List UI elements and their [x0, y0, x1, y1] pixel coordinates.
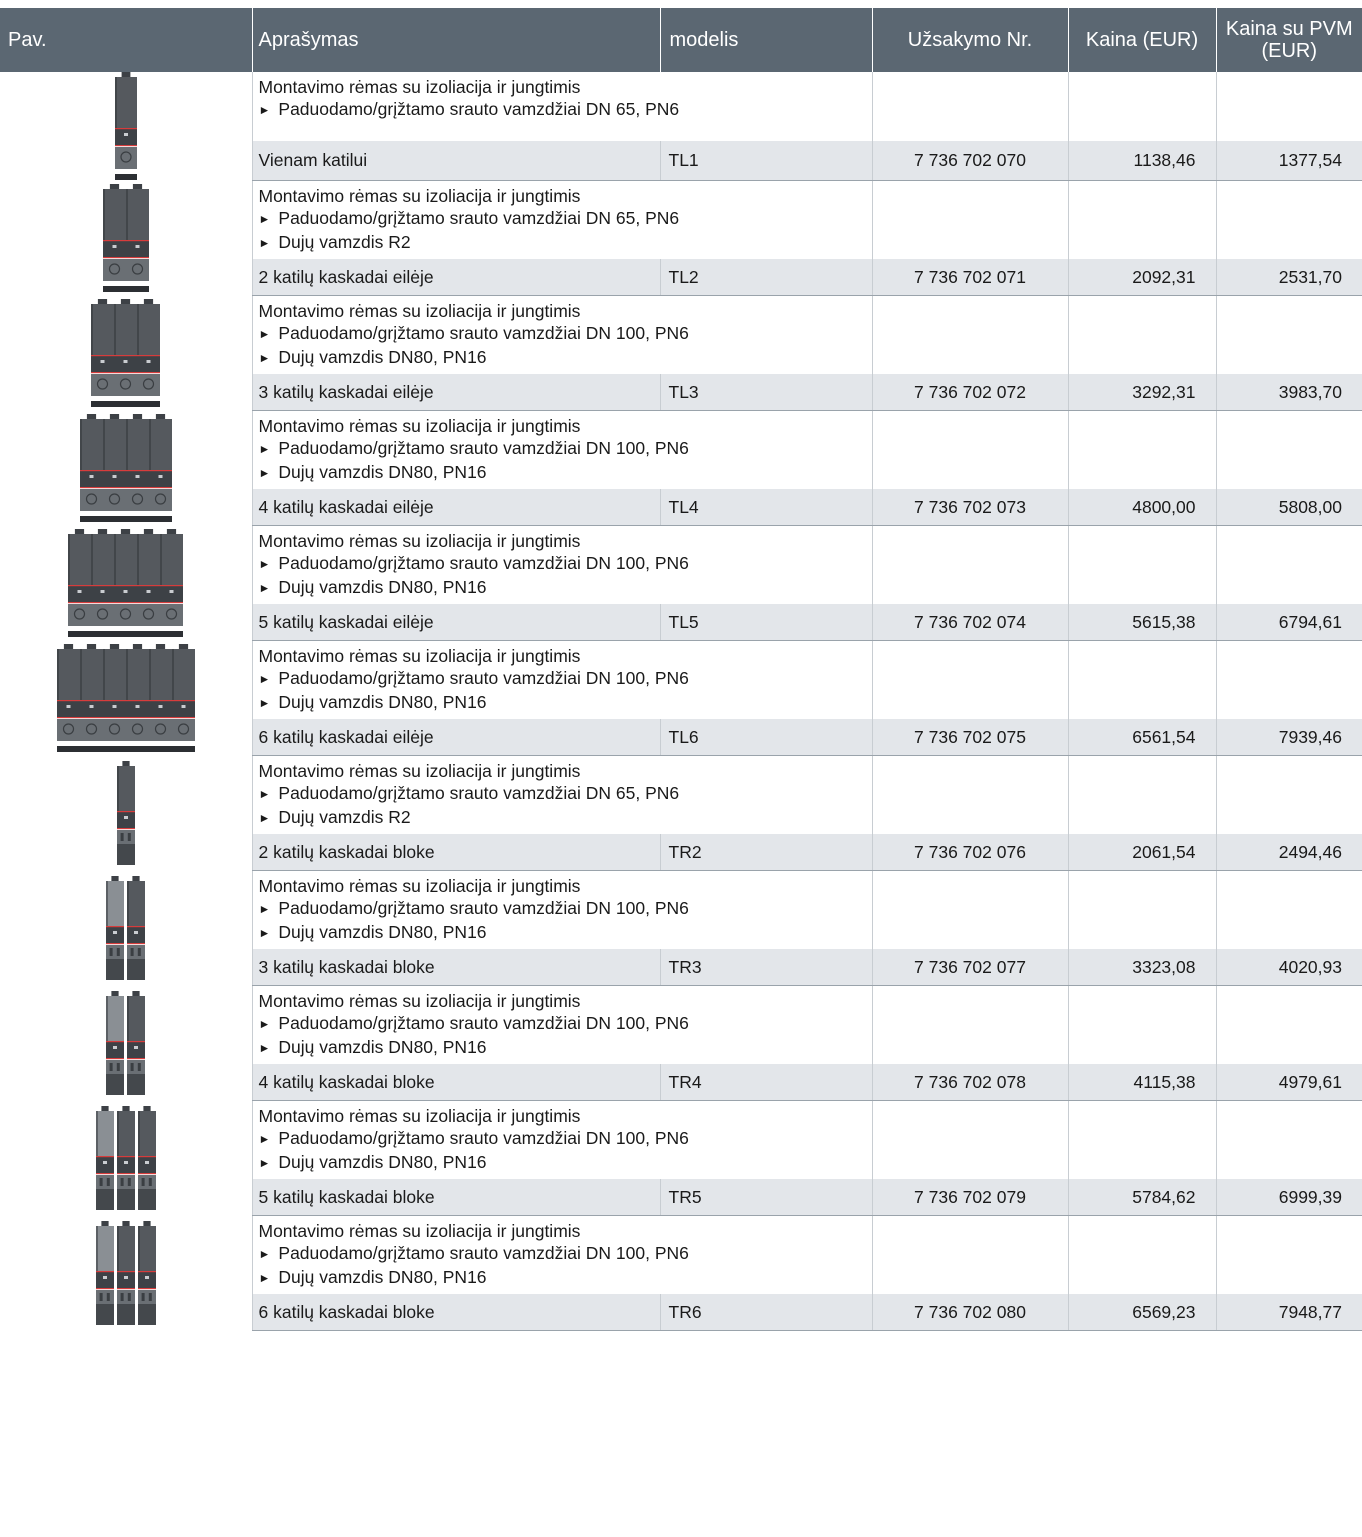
boiler-frame-illustration: [94, 1106, 158, 1210]
boiler-frame-illustration: [115, 761, 137, 865]
item-name: 3 katilų kaskadai bloke: [252, 949, 660, 986]
description-bullet: ► Paduodamo/grįžtamo srauto vamzdžiai DN 100, PN6: [259, 1127, 866, 1151]
empty-cell: [872, 180, 1068, 259]
boiler-frame-illustration: [104, 991, 147, 1095]
empty-cell: [1216, 985, 1362, 1064]
product-image-cell: [0, 1100, 252, 1215]
price: 1138,46: [1068, 141, 1216, 180]
description-cell: [252, 525, 872, 604]
description-cell: [252, 640, 872, 719]
order-number: 7 736 702 070: [872, 141, 1068, 180]
model-code: TR2: [660, 834, 872, 871]
description-bullet: ► Dujų vamzdis R2: [259, 806, 866, 830]
order-number: 7 736 702 073: [872, 489, 1068, 526]
table-row: [0, 640, 1362, 719]
description-bullet: ► Paduodamo/grįžtamo srauto vamzdžiai DN 100, PN6: [259, 552, 866, 576]
price-with-vat: 4020,93: [1216, 949, 1362, 986]
empty-cell: [1068, 985, 1216, 1064]
model-code: TL2: [660, 259, 872, 296]
price: 6569,23: [1068, 1294, 1216, 1331]
empty-cell: [1068, 72, 1216, 141]
item-name: 5 katilų kaskadai bloke: [252, 1179, 660, 1216]
description-bullet: ► Dujų vamzdis DN80, PN16: [259, 576, 866, 600]
order-number: 7 736 702 074: [872, 604, 1068, 641]
empty-cell: [1068, 1100, 1216, 1179]
description-bullet: ► Paduodamo/grįžtamo srauto vamzdžiai DN 65, PN6: [259, 207, 866, 231]
description-bullet: ► Paduodamo/grįžtamo srauto vamzdžiai DN 100, PN6: [259, 322, 866, 346]
table-row: [0, 870, 1362, 949]
table-row: [0, 295, 1362, 374]
empty-cell: [872, 640, 1068, 719]
empty-cell: [872, 1215, 1068, 1294]
empty-cell: [1216, 870, 1362, 949]
description-bullet: ► Paduodamo/grįžtamo srauto vamzdžiai DN 100, PN6: [259, 1012, 866, 1036]
description-bullet: ► Paduodamo/grįžtamo srauto vamzdžiai DN 100, PN6: [259, 667, 866, 691]
model-code: TL3: [660, 374, 872, 411]
empty-cell: [872, 870, 1068, 949]
description-title: Montavimo rėmas su izoliacija ir jungtimis: [258, 1220, 581, 1241]
item-name: 5 katilų kaskadai eilėje: [252, 604, 660, 641]
price-with-vat: 7948,77: [1216, 1294, 1362, 1331]
empty-cell: [872, 72, 1068, 141]
order-number: 7 736 702 071: [872, 259, 1068, 296]
price: 2061,54: [1068, 834, 1216, 871]
item-name: 3 katilų kaskadai eilėje: [252, 374, 660, 411]
description-bullet: ► Dujų vamzdis DN80, PN16: [259, 346, 866, 370]
product-image-cell: [0, 525, 252, 640]
table-row: [0, 72, 1362, 141]
description-bullet: ► Paduodamo/grįžtamo srauto vamzdžiai DN 65, PN6: [259, 98, 866, 122]
description-bullet: ► Dujų vamzdis DN80, PN16: [259, 691, 866, 715]
price-with-vat: 6999,39: [1216, 1179, 1362, 1216]
description-bullet: ► Dujų vamzdis DN80, PN16: [259, 1266, 866, 1290]
empty-cell: [1068, 1215, 1216, 1294]
description-title: Montavimo rėmas su izoliacija ir jungtimis: [258, 875, 581, 896]
price: 3292,31: [1068, 374, 1216, 411]
empty-cell: [1216, 525, 1362, 604]
description-cell: [252, 1215, 872, 1294]
description-cell: [252, 755, 872, 834]
empty-cell: [1216, 410, 1362, 489]
product-image-cell: [0, 72, 252, 180]
empty-cell: [872, 1100, 1068, 1179]
description-title: Montavimo rėmas su izoliacija ir jungtimis: [258, 1105, 581, 1126]
empty-cell: [1216, 72, 1362, 141]
description-bullet: ► Dujų vamzdis DN80, PN16: [259, 921, 866, 945]
empty-cell: [1216, 755, 1362, 834]
description-bullet: ► Paduodamo/grįžtamo srauto vamzdžiai DN 100, PN6: [259, 897, 866, 921]
model-code: TL4: [660, 489, 872, 526]
price: 2092,31: [1068, 259, 1216, 296]
model-code: TR3: [660, 949, 872, 986]
product-image-cell: [0, 755, 252, 870]
description-title: Montavimo rėmas su izoliacija ir jungtimis: [258, 300, 581, 321]
table-row: [0, 180, 1362, 259]
price: 4800,00: [1068, 489, 1216, 526]
product-image-cell: [0, 640, 252, 755]
description-title: Montavimo rėmas su izoliacija ir jungtimis: [258, 77, 581, 97]
description-bullet: ► Dujų vamzdis R2: [259, 231, 866, 255]
description-title: Montavimo rėmas su izoliacija ir jungtimis: [258, 530, 581, 551]
description-title: Montavimo rėmas su izoliacija ir jungtimis: [258, 645, 581, 666]
description-cell: [252, 870, 872, 949]
description-bullet: ► Dujų vamzdis DN80, PN16: [259, 1151, 866, 1175]
price-with-vat: 3983,70: [1216, 374, 1362, 411]
description-cell: [252, 180, 872, 259]
model-code: TL5: [660, 604, 872, 641]
price-with-vat: 2531,70: [1216, 259, 1362, 296]
price-with-vat: 6794,61: [1216, 604, 1362, 641]
model-code: TR6: [660, 1294, 872, 1331]
item-name: 2 katilų kaskadai bloke: [252, 834, 660, 871]
description-cell: [252, 1100, 872, 1179]
boiler-frame-illustration: [101, 184, 151, 292]
empty-cell: [1216, 640, 1362, 719]
header-modelis: modelis: [660, 8, 872, 72]
model-code: TL1: [660, 141, 872, 180]
price-with-vat: 7939,46: [1216, 719, 1362, 756]
table-row: [0, 1215, 1362, 1294]
product-image-cell: [0, 985, 252, 1100]
order-number: 7 736 702 079: [872, 1179, 1068, 1216]
item-name: 2 katilų kaskadai eilėje: [252, 259, 660, 296]
description-title: Montavimo rėmas su izoliacija ir jungtimis: [258, 990, 581, 1011]
header-kaina-pvm: Kaina su PVM (EUR): [1216, 8, 1362, 72]
price-table-page: [0, 8, 1362, 1331]
order-number: 7 736 702 078: [872, 1064, 1068, 1101]
boiler-frame-illustration: [55, 644, 197, 752]
table-row: [0, 525, 1362, 604]
empty-cell: [1068, 870, 1216, 949]
empty-cell: [1216, 1100, 1362, 1179]
product-image-cell: [0, 870, 252, 985]
boiler-frame-illustration: [89, 299, 162, 407]
description-bullet: ► Dujų vamzdis DN80, PN16: [259, 1036, 866, 1060]
empty-cell: [1068, 410, 1216, 489]
product-image-cell: [0, 410, 252, 525]
table-header: [0, 8, 1362, 72]
table-body: [0, 72, 1362, 1330]
boiler-frame-illustration: [104, 876, 147, 980]
description-bullet: ► Dujų vamzdis DN80, PN16: [259, 461, 866, 485]
order-number: 7 736 702 080: [872, 1294, 1068, 1331]
product-image-cell: [0, 1215, 252, 1330]
boiler-frame-illustration: [113, 72, 139, 180]
order-number: 7 736 702 076: [872, 834, 1068, 871]
empty-cell: [1068, 755, 1216, 834]
price-with-vat: 2494,46: [1216, 834, 1362, 871]
description-bullet: ► Paduodamo/grįžtamo srauto vamzdžiai DN 100, PN6: [259, 1242, 866, 1266]
product-image-cell: [0, 180, 252, 295]
header-uzsakymo-nr: Užsakymo Nr.: [872, 8, 1068, 72]
order-number: 7 736 702 077: [872, 949, 1068, 986]
empty-cell: [1068, 180, 1216, 259]
item-name: Vienam katilui: [252, 141, 660, 180]
description-cell: [252, 295, 872, 374]
boiler-frame-illustration: [66, 529, 185, 637]
empty-cell: [1216, 295, 1362, 374]
table-row: [0, 1100, 1362, 1179]
description-title: Montavimo rėmas su izoliacija ir jungtimis: [258, 760, 581, 781]
price-table: [0, 8, 1362, 1331]
order-number: 7 736 702 072: [872, 374, 1068, 411]
description-cell: [252, 985, 872, 1064]
price: 5615,38: [1068, 604, 1216, 641]
description-cell: [252, 410, 872, 489]
description-bullet: ► Paduodamo/grįžtamo srauto vamzdžiai DN 100, PN6: [259, 437, 866, 461]
order-number: 7 736 702 075: [872, 719, 1068, 756]
price: 3323,08: [1068, 949, 1216, 986]
table-row: [0, 755, 1362, 834]
empty-cell: [1068, 295, 1216, 374]
header-aprasymas: Aprašymas: [252, 8, 660, 72]
description-bullet: ► Paduodamo/grįžtamo srauto vamzdžiai DN 65, PN6: [259, 782, 866, 806]
model-code: TR4: [660, 1064, 872, 1101]
empty-cell: [872, 755, 1068, 834]
product-image-cell: [0, 295, 252, 410]
table-row: [0, 985, 1362, 1064]
price: 4115,38: [1068, 1064, 1216, 1101]
header-pav: Pav.: [0, 8, 252, 72]
model-code: TR5: [660, 1179, 872, 1216]
item-name: 4 katilų kaskadai eilėje: [252, 489, 660, 526]
empty-cell: [872, 525, 1068, 604]
description-cell: [252, 72, 872, 141]
price-with-vat: 5808,00: [1216, 489, 1362, 526]
item-name: 4 katilų kaskadai bloke: [252, 1064, 660, 1101]
price: 5784,62: [1068, 1179, 1216, 1216]
boiler-frame-illustration: [78, 414, 174, 522]
empty-cell: [1068, 640, 1216, 719]
description-title: Montavimo rėmas su izoliacija ir jungtimis: [258, 415, 581, 436]
price: 6561,54: [1068, 719, 1216, 756]
empty-cell: [872, 410, 1068, 489]
empty-cell: [872, 985, 1068, 1064]
boiler-frame-illustration: [94, 1221, 158, 1325]
item-name: 6 katilų kaskadai eilėje: [252, 719, 660, 756]
price-with-vat: 4979,61: [1216, 1064, 1362, 1101]
model-code: TL6: [660, 719, 872, 756]
item-name: 6 katilų kaskadai bloke: [252, 1294, 660, 1331]
header-kaina: Kaina (EUR): [1068, 8, 1216, 72]
empty-cell: [1216, 1215, 1362, 1294]
description-title: Montavimo rėmas su izoliacija ir jungtimis: [258, 185, 581, 206]
empty-cell: [1216, 180, 1362, 259]
table-row: [0, 410, 1362, 489]
empty-cell: [1068, 525, 1216, 604]
price-with-vat: 1377,54: [1216, 141, 1362, 180]
empty-cell: [872, 295, 1068, 374]
